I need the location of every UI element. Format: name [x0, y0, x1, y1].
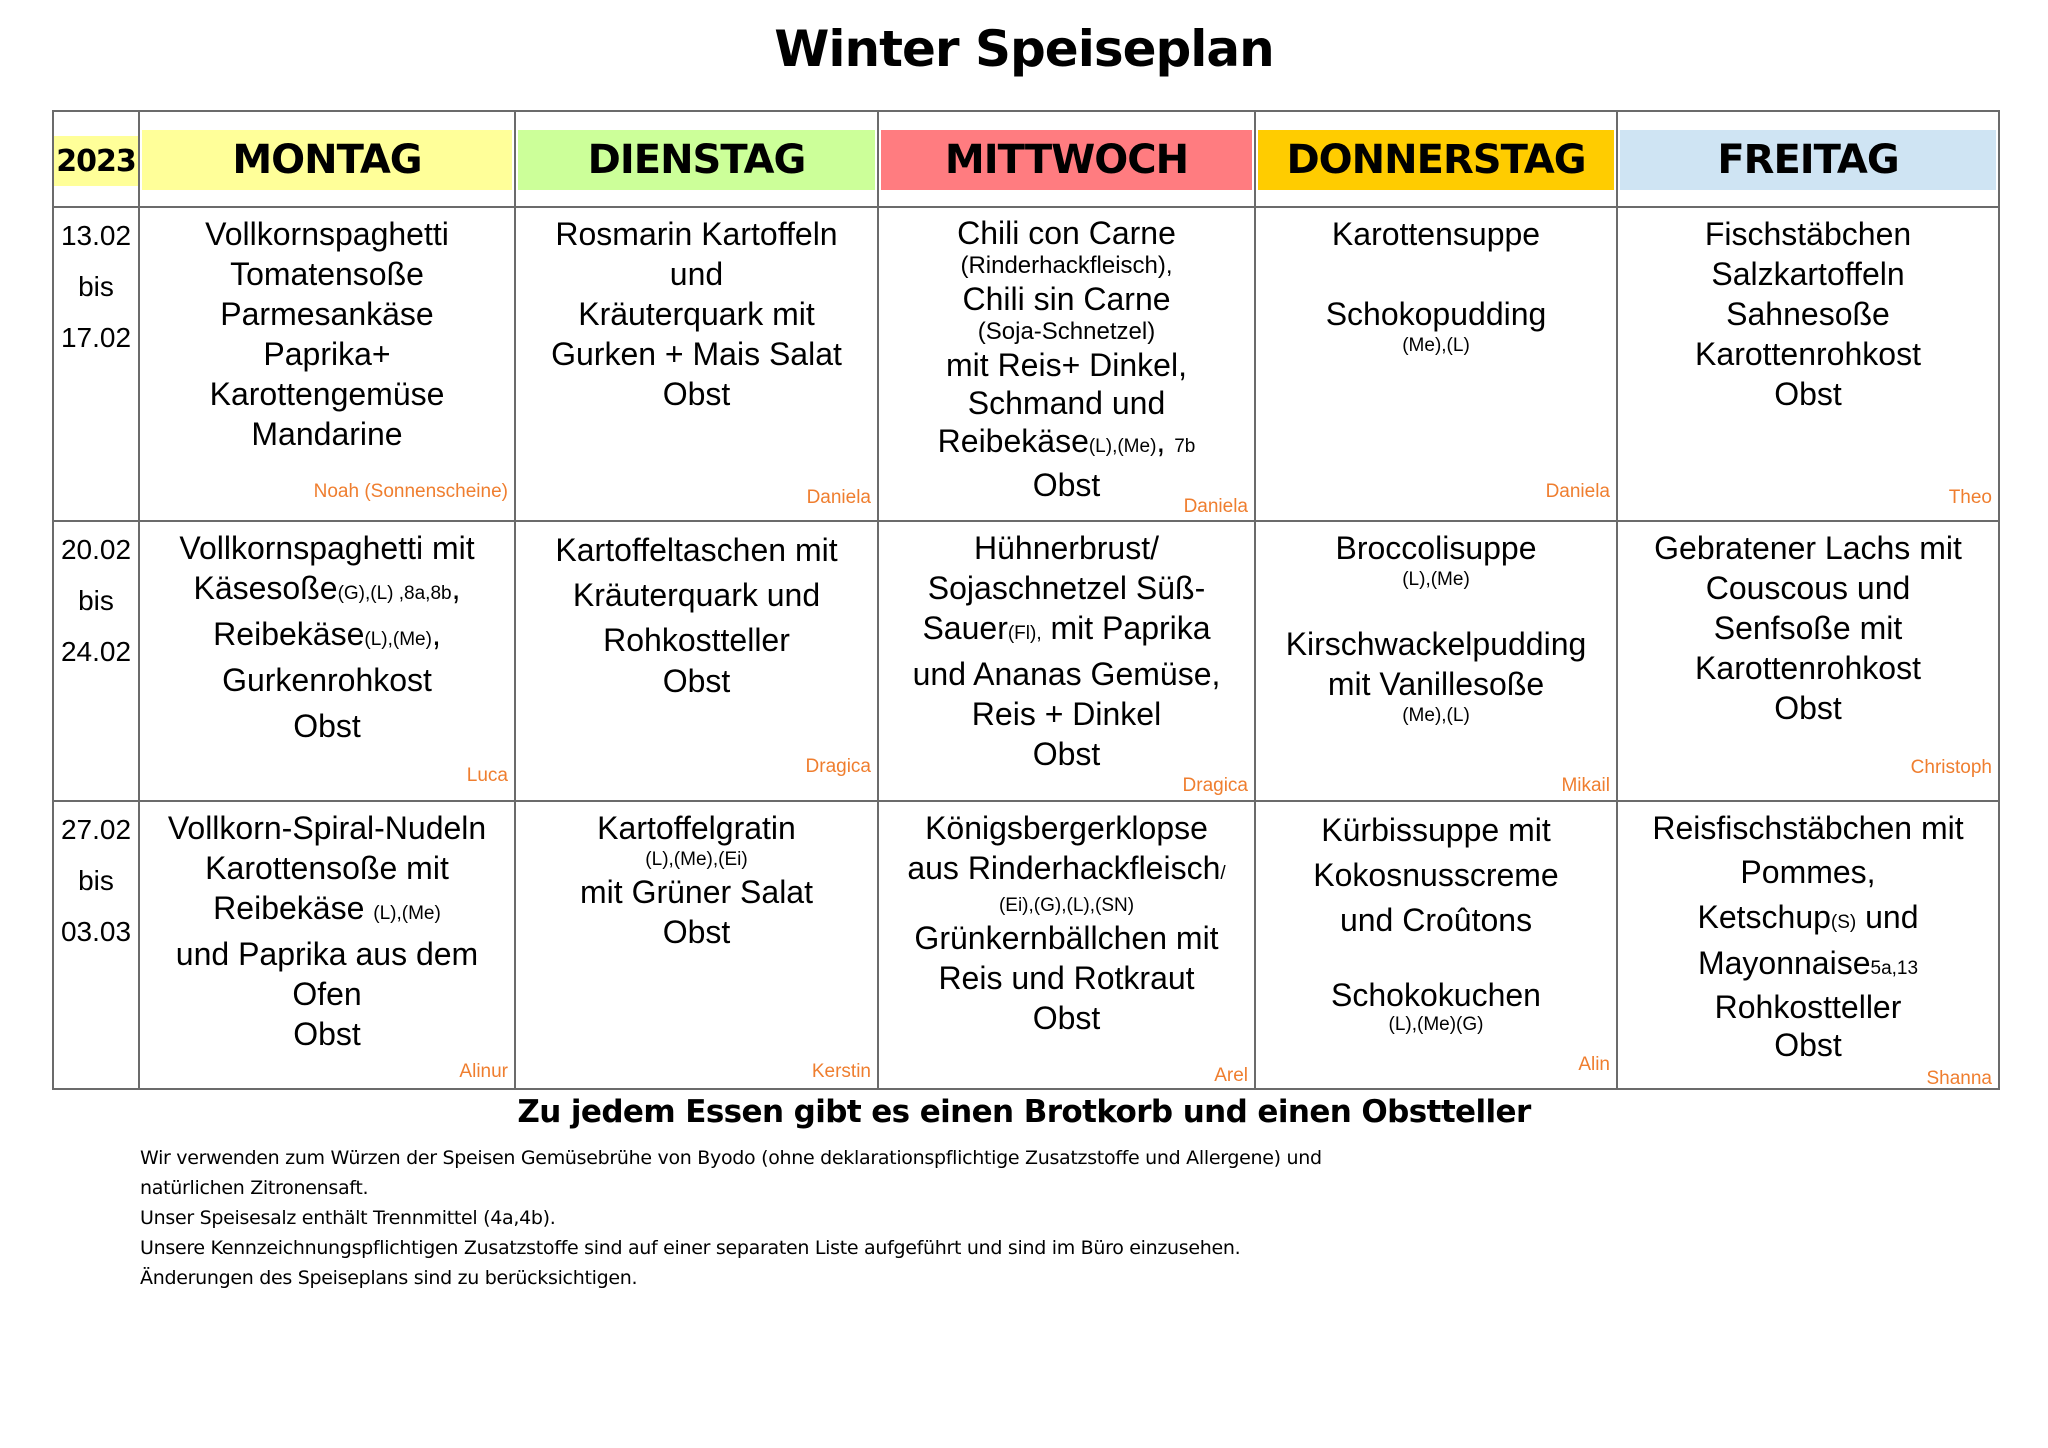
- meal-text: ,: [1156, 423, 1175, 459]
- meal-line: Kräuterquark mit: [578, 296, 815, 332]
- meal-line: mit Reis+ Dinkel,: [946, 347, 1187, 383]
- meal-text: Reibekäse: [937, 423, 1089, 459]
- meal-line: Obst: [1032, 736, 1101, 772]
- date-separator: bis: [78, 865, 114, 896]
- meal-line: und Paprika aus dem: [175, 936, 479, 972]
- allergen-codes: (L),(Me)(G): [1388, 1014, 1484, 1035]
- week-dates: [53, 801, 139, 1089]
- meal-text: Käsesoße: [193, 570, 338, 606]
- meal-line: Königsbergerklopse: [925, 810, 1208, 846]
- allergen-codes: (Me),(L): [1402, 335, 1470, 356]
- cook-name: Luca: [466, 765, 508, 786]
- meal-cell: [1617, 801, 1999, 1089]
- meal-cell: [1255, 801, 1617, 1089]
- meal-text: Reibekäse: [213, 616, 365, 652]
- date-from: 13.02: [60, 220, 132, 251]
- allergen-codes: (L),(Me): [373, 903, 441, 924]
- meal-line: Karottensuppe: [1331, 216, 1541, 252]
- meal-cell: [515, 801, 878, 1089]
- date-from: 27.02: [60, 814, 132, 845]
- meal-cell: [139, 521, 515, 801]
- meal-cell: [878, 801, 1255, 1089]
- cook-name: Kerstin: [811, 1061, 871, 1082]
- footer-notes: [140, 1143, 1322, 1293]
- meal-line: Obst: [662, 663, 731, 699]
- meal-line: Obst: [293, 708, 361, 744]
- meal-line: Schokopudding: [1325, 296, 1547, 332]
- menu-table: [52, 110, 2000, 1090]
- meal-line: [879, 608, 1254, 654]
- date-separator: bis: [78, 271, 114, 302]
- meal-text: /: [1220, 863, 1226, 884]
- meal-text: mit Paprika: [1041, 610, 1211, 646]
- meal-text: Ketschup: [1697, 899, 1831, 935]
- date-to: 17.02: [60, 322, 132, 353]
- meal-line: Rosmarin Kartoffeln: [555, 216, 838, 252]
- meal-text: Reibekäse: [213, 890, 374, 926]
- week-row: [53, 207, 1999, 521]
- day-header-monday: [139, 111, 515, 207]
- meal-line: [140, 614, 514, 660]
- meal-line: Schmand und: [967, 385, 1166, 421]
- date-separator: bis: [78, 585, 114, 616]
- allergen-codes: (L),(Me): [1402, 569, 1470, 590]
- allergen-codes: (L),(Me),(Ei): [645, 849, 748, 870]
- meal-line: Gurken + Mais Salat: [551, 336, 842, 372]
- spacer: [1256, 943, 1616, 977]
- week-row: [53, 801, 1999, 1089]
- meal-line: Ofen: [292, 976, 362, 1012]
- meal-line: Paprika+: [263, 336, 391, 372]
- meal-line: Kräuterquark und: [572, 577, 821, 613]
- meal-line: Reis und Rotkraut: [938, 960, 1195, 996]
- meal-line: Vollkornspaghetti mit: [179, 530, 475, 566]
- meal-cell: [139, 207, 515, 521]
- meal-line: [140, 888, 514, 934]
- meal-line: und Ananas Gemüse,: [912, 656, 1221, 692]
- cook-name: Mikail: [1561, 775, 1610, 796]
- cook-name: Christoph: [1910, 757, 1992, 778]
- meal-cell: [515, 521, 878, 801]
- allergen-codes: (Fl),: [1007, 623, 1042, 644]
- year-label: 2023: [54, 136, 138, 186]
- meal-line: und: [669, 256, 724, 292]
- meal-line: Gurkenrohkost: [222, 662, 432, 698]
- meal-text: aus Rinderhackfleisch: [907, 850, 1221, 886]
- cook-name: Daniela: [806, 487, 871, 508]
- meal-line: [1618, 896, 1998, 944]
- meal-cell: [1255, 521, 1617, 801]
- meal-cell: [139, 801, 515, 1089]
- meal-line: Obst: [662, 376, 731, 412]
- meal-line: Obst: [1774, 690, 1842, 726]
- meal-line: Kokosnusscreme: [1313, 857, 1559, 893]
- date-to: 03.03: [60, 916, 132, 947]
- meal-line: Obst: [293, 1016, 361, 1052]
- date-to: 24.02: [60, 636, 132, 667]
- meal-line: [1618, 944, 1998, 988]
- note-line: Änderungen des Speiseplans sind zu berücksichtigen.: [140, 1267, 638, 1289]
- meal-line: und Croûtons: [1339, 902, 1533, 938]
- meal-cell: [1255, 207, 1617, 521]
- day-header-friday: [1617, 111, 1999, 207]
- day-label: DONNERSTAG: [1258, 130, 1614, 190]
- meal-note: (Rinderhackfleisch),: [960, 252, 1173, 279]
- meal-line: [140, 568, 514, 614]
- meal-line: [879, 848, 1254, 894]
- note-line: Unser Speisesalz enthält Trennmittel (4a,4b).: [140, 1207, 556, 1229]
- day-header-wednesday: [878, 111, 1255, 207]
- cook-name: Daniela: [1545, 481, 1610, 502]
- allergen-codes: (L),(Me): [364, 629, 432, 650]
- meal-line: Parmesankäse: [220, 296, 434, 332]
- meal-line: Obst: [1774, 1027, 1842, 1063]
- allergen-codes: (Me),(L): [1402, 705, 1470, 726]
- meal-line: mit Vanillesoße: [1327, 666, 1545, 702]
- spacer: [1256, 592, 1616, 624]
- day-header-thursday: [1255, 111, 1617, 207]
- meal-cell: [1617, 521, 1999, 801]
- week-dates: [53, 207, 139, 521]
- cook-name: Alinur: [459, 1061, 508, 1082]
- day-label: DIENSTAG: [518, 130, 875, 190]
- meal-text: ,: [431, 616, 441, 652]
- meal-line: Obst: [1032, 467, 1101, 503]
- meal-text: Mayonnaise: [1697, 945, 1871, 981]
- day-label: MITTWOCH: [881, 130, 1252, 190]
- meal-line: Karottenrohkost: [1695, 650, 1921, 686]
- week-row: [53, 521, 1999, 801]
- meal-line: Tomatensoße: [230, 256, 424, 292]
- meal-line: Schokokuchen: [1331, 977, 1541, 1013]
- note-line: natürlichen Zitronensaft.: [140, 1177, 369, 1199]
- day-header-tuesday: [515, 111, 878, 207]
- meal-line: Rohkostteller: [603, 622, 790, 658]
- cook-name: Shanna: [1926, 1068, 1992, 1089]
- meal-cell: [878, 207, 1255, 521]
- meal-line: Senfsoße mit: [1713, 610, 1903, 646]
- meal-text: Sauer: [922, 610, 1008, 646]
- meal-line: Rohkostteller: [1714, 989, 1902, 1025]
- meal-line: Sojaschnetzel Süß-: [927, 570, 1206, 606]
- meal-text: und: [1856, 899, 1919, 935]
- meal-line: Gebratener Lachs mit: [1654, 530, 1962, 566]
- cook-name: Theo: [1948, 487, 1992, 508]
- meal-line: Chili con Carne: [957, 215, 1176, 251]
- note-line: Wir verwenden zum Würzen der Speisen Gemüsebrühe von Byodo (ohne deklarationspflichtige Zusatzstoffe und Allergene) und: [140, 1147, 1322, 1169]
- meal-line: Salzkartoffeln: [1711, 256, 1905, 292]
- meal-line: Karottensoße mit: [205, 850, 449, 886]
- meal-line: Hühnerbrust/: [974, 530, 1159, 566]
- additive-codes: 5a,13: [1870, 958, 1919, 979]
- allergen-codes: (Ei),(G),(L),(SN): [998, 895, 1135, 916]
- meal-cell: [1617, 207, 1999, 521]
- day-label: MONTAG: [142, 130, 512, 190]
- cook-name: Noah (Sonnenscheine): [313, 481, 508, 502]
- note-line: Unsere Kennzeichnungspflichtigen Zusatzstoffe sind auf einer separaten Liste aufgeführt und sind im Büro einzusehen.: [140, 1237, 1241, 1259]
- meal-line: Kartoffelgratin: [597, 810, 796, 846]
- allergen-codes: (L),(Me): [1088, 436, 1157, 457]
- meal-line: mit Grüner Salat: [580, 874, 813, 910]
- page-title: Winter Speiseplan: [774, 20, 1274, 78]
- meal-line: Reisfischstäbchen mit: [1652, 810, 1964, 846]
- meal-line: Fischstäbchen: [1704, 216, 1912, 252]
- meal-line: Kürbissuppe mit: [1321, 812, 1551, 848]
- meal-line: Mandarine: [251, 416, 403, 452]
- meal-cell: [515, 207, 878, 521]
- meal-line: Vollkorn-Spiral-Nudeln: [167, 810, 487, 846]
- meal-line: Reis + Dinkel: [971, 696, 1162, 732]
- meal-line: Couscous und: [1705, 570, 1911, 606]
- meal-text: ,: [451, 570, 461, 606]
- date-from: 20.02: [60, 534, 132, 565]
- meal-line: Kirschwackelpudding: [1285, 626, 1587, 662]
- meal-line: Karottenrohkost: [1695, 336, 1921, 372]
- meal-line: Kartoffeltaschen mit: [555, 532, 838, 568]
- meal-cell: [878, 521, 1255, 801]
- meal-line: Pommes,: [1740, 854, 1876, 890]
- meal-line: Karottengemüse: [209, 376, 445, 412]
- meal-line: Chili sin Carne: [962, 281, 1171, 317]
- additive-codes: 7b: [1174, 436, 1196, 457]
- allergen-codes: (G),(L) ,8a,8b: [337, 583, 452, 604]
- week-dates: [53, 521, 139, 801]
- cook-name: Alin: [1578, 1054, 1610, 1075]
- meal-note: (Soja-Schnetzel): [977, 318, 1156, 345]
- cook-name: Daniela: [1183, 496, 1248, 517]
- meal-line: [879, 422, 1254, 466]
- cook-name: Dragica: [805, 756, 871, 777]
- year-header: [53, 111, 139, 207]
- allergen-codes: (S): [1830, 912, 1857, 933]
- cook-name: Dragica: [1182, 775, 1248, 796]
- tagline: Zu jedem Essen gibt es einen Brotkorb und einen Obstteller: [517, 1094, 1531, 1130]
- day-label: FREITAG: [1620, 130, 1996, 190]
- meal-line: Obst: [1774, 376, 1842, 412]
- spacer: [1256, 254, 1616, 294]
- meal-line: Obst: [662, 914, 731, 950]
- cook-name: Arel: [1214, 1065, 1248, 1086]
- meal-line: Grünkernbällchen mit: [914, 920, 1219, 956]
- meal-line: Vollkornspaghetti: [205, 216, 449, 252]
- meal-line: Broccolisuppe: [1335, 530, 1537, 566]
- meal-line: Sahnesoße: [1726, 296, 1890, 332]
- meal-line: Obst: [1032, 1000, 1101, 1036]
- header-row: [53, 111, 1999, 207]
